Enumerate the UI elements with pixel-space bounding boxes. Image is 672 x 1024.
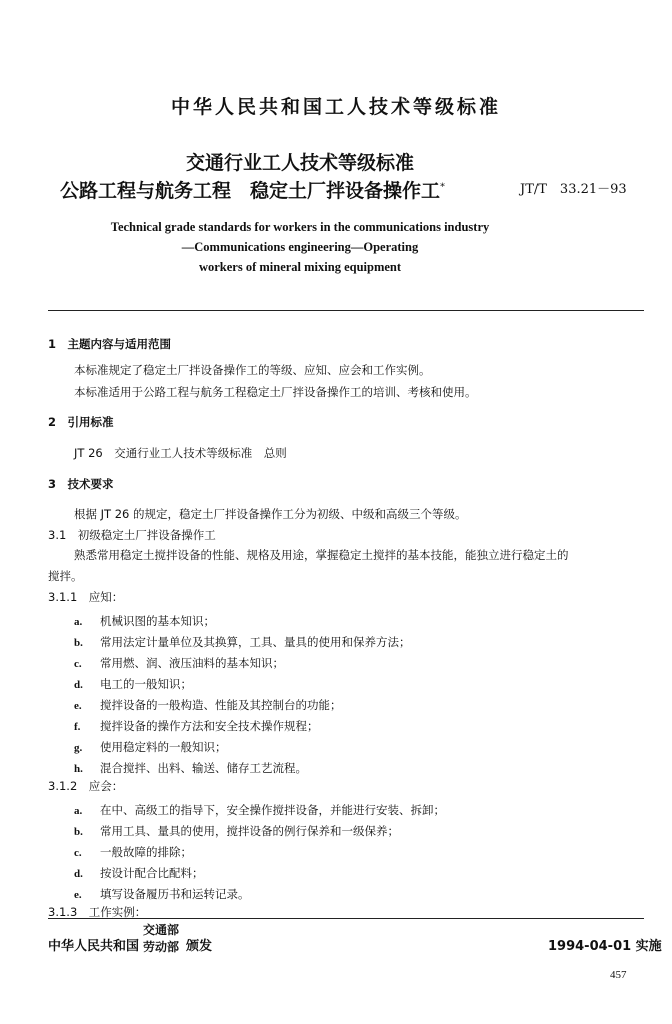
effective-date: 1994-04-01 实施 bbox=[548, 939, 662, 954]
list-item bbox=[74, 610, 215, 629]
list-item-letter: b. bbox=[74, 826, 83, 838]
list-item bbox=[74, 736, 227, 755]
standard-code: JT/T 33.21－93 bbox=[520, 182, 627, 197]
list-item-text: 在中、高级工的指导下，安全操作搅拌设备，并能进行安装、拆卸； bbox=[100, 803, 445, 817]
standard-type-heading: 中华人民共和国工人技术等级标准 bbox=[170, 96, 501, 118]
title-footnote-mark: * bbox=[440, 181, 446, 193]
list-item bbox=[74, 715, 319, 734]
english-title-line-1: Technical grade standards for workers in the communications industry bbox=[110, 220, 490, 234]
list-item-letter: d. bbox=[74, 868, 83, 880]
list-item-text: 搅拌设备的一般构造、性能及其控制台的功能； bbox=[100, 698, 342, 712]
list-item-letter: f. bbox=[74, 721, 81, 733]
list-item bbox=[74, 820, 399, 839]
list-item bbox=[74, 883, 250, 902]
list-item-text: 按设计配合比配料； bbox=[100, 866, 204, 880]
subsection-3-1-para-line-1: 熟悉常用稳定土搅拌设备的性能、规格及用途，掌握稳定土搅拌的基本技能，能独立进行稳定土的 bbox=[74, 548, 569, 562]
list-item-letter: b. bbox=[74, 637, 83, 649]
list-item bbox=[74, 862, 204, 881]
english-title-line-3: workers of mineral mixing equipment bbox=[198, 260, 402, 274]
issuer-ministry-2: 劳动部 bbox=[143, 940, 180, 954]
list-item bbox=[74, 841, 192, 860]
list-item-text: 搅拌设备的操作方法和安全技术操作规程； bbox=[100, 719, 319, 733]
title-line-2 bbox=[60, 176, 445, 203]
section-2-reference: JT 26 交通行业工人技术等级标准 总则 bbox=[74, 446, 287, 460]
issuer-ministry-1: 交通部 bbox=[143, 923, 180, 937]
clause-3-1-3-heading: 3.1.3 工作实例： bbox=[48, 905, 147, 919]
subsection-3-1-heading: 3.1 初级稳定土厂拌设备操作工 bbox=[48, 528, 216, 542]
footer-divider bbox=[48, 918, 644, 919]
section-1-para-1: 本标准规定了稳定土厂拌设备操作工的等级、应知、应会和工作实例。 bbox=[74, 363, 431, 377]
list-item-text: 填写设备履历书和运转记录。 bbox=[100, 887, 250, 901]
section-3-heading: 3 技术要求 bbox=[48, 477, 114, 491]
list-item-letter: g. bbox=[74, 742, 83, 754]
list-item bbox=[74, 757, 307, 776]
page-number: 457 bbox=[610, 969, 627, 981]
list-item-letter: e. bbox=[74, 700, 82, 712]
issue-word: 颁发 bbox=[186, 939, 213, 954]
list-item bbox=[74, 673, 192, 692]
list-item-text: 常用法定计量单位及其换算，工具、量具的使用和保养方法； bbox=[100, 635, 411, 649]
list-item-letter: c. bbox=[74, 847, 82, 859]
section-1-para-2: 本标准适用于公路工程与航务工程稳定土厂拌设备操作工的培训、考核和使用。 bbox=[74, 385, 477, 399]
section-2-heading: 2 引用标准 bbox=[48, 415, 114, 429]
section-1-heading: 1 主题内容与适用范围 bbox=[48, 337, 172, 351]
list-item-letter: a. bbox=[74, 805, 83, 817]
list-item-text: 混合搅拌、出料、输送、储存工艺流程。 bbox=[100, 761, 307, 775]
subsection-3-1-para-line-2: 搅拌。 bbox=[48, 569, 83, 583]
section-3-intro: 根据 JT 26 的规定，稳定土厂拌设备操作工分为初级、中级和高级三个等级。 bbox=[74, 507, 467, 521]
list-item-letter: a. bbox=[74, 616, 83, 628]
list-item bbox=[74, 694, 342, 713]
list-item-text: 常用燃、润、液压油料的基本知识； bbox=[100, 656, 284, 670]
clause-3-1-1-heading: 3.1.1 应知： bbox=[48, 590, 124, 604]
title-line-1: 交通行业工人技术等级标准 bbox=[185, 152, 414, 174]
header-divider bbox=[48, 310, 644, 311]
list-item-text: 一般故障的排除； bbox=[100, 845, 192, 859]
list-item-text: 使用稳定料的一般知识； bbox=[100, 740, 227, 754]
list-item bbox=[74, 631, 411, 650]
issuer-prefix: 中华人民共和国 bbox=[48, 939, 140, 954]
list-item-text: 机械识图的基本知识； bbox=[100, 614, 215, 628]
clause-3-1-2-heading: 3.1.2 应会： bbox=[48, 779, 124, 793]
english-title-line-2: —Communications engineering—Operating bbox=[181, 240, 419, 254]
list-item-letter: c. bbox=[74, 658, 82, 670]
list-item-text: 常用工具、量具的使用，搅拌设备的例行保养和一级保养； bbox=[100, 824, 399, 838]
issuer-stack bbox=[143, 922, 179, 956]
list-item-letter: d. bbox=[74, 679, 83, 691]
title-line-2-text: 公路工程与航务工程 稳定土厂拌设备操作工 bbox=[60, 180, 441, 202]
list-item bbox=[74, 652, 284, 671]
list-item-letter: h. bbox=[74, 763, 83, 775]
list-item-letter: e. bbox=[74, 889, 82, 901]
list-item-text: 电工的一般知识； bbox=[100, 677, 192, 691]
list-item bbox=[74, 799, 445, 818]
